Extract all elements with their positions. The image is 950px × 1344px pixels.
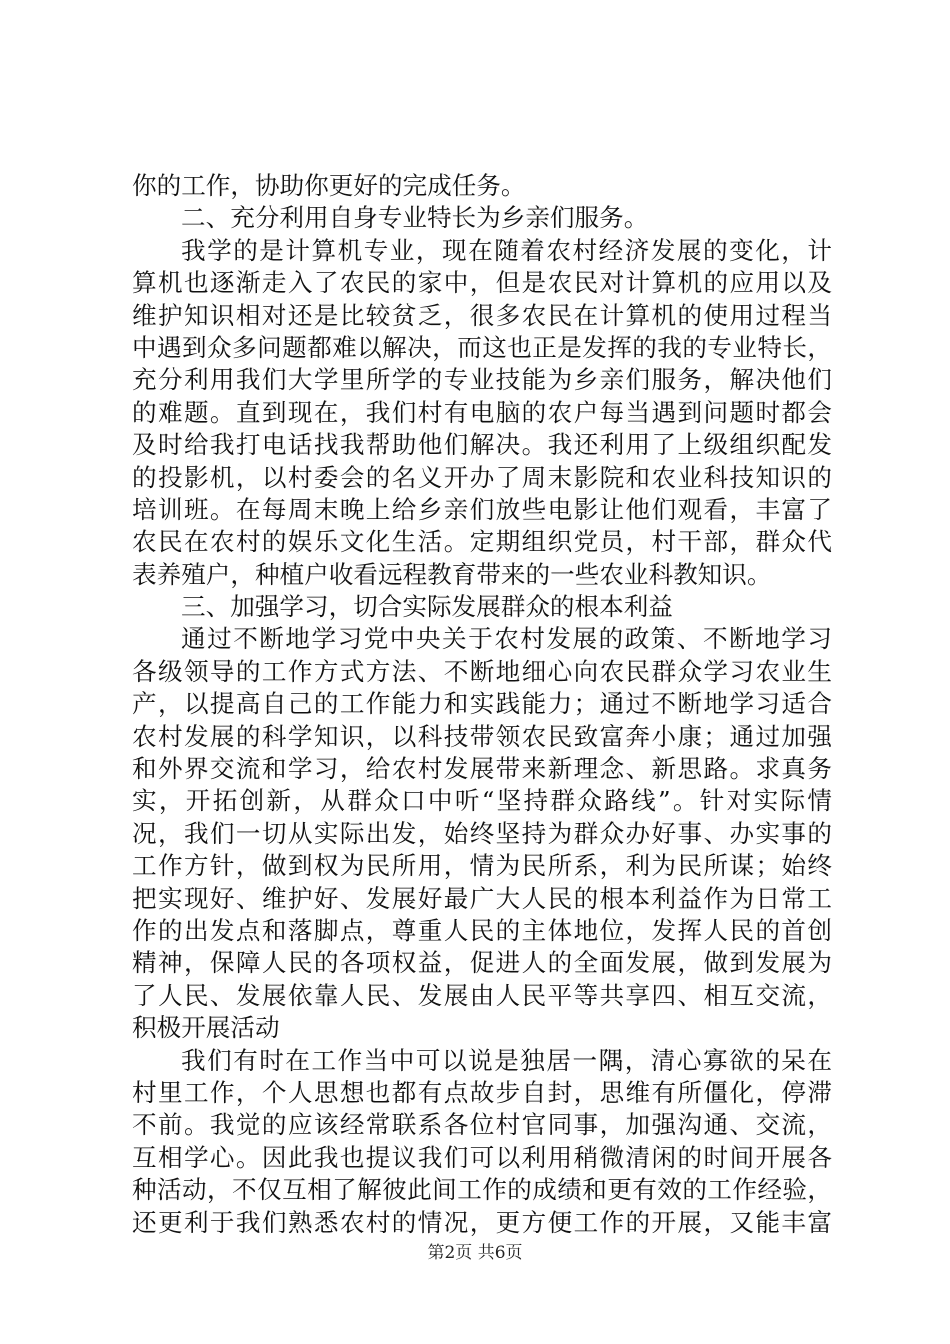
- text-line: 算机也逐渐走入了农民的家中，但是农民对计算机的应用以及: [132, 268, 832, 298]
- text-line: 作的出发点和落脚点，尊重人民的主体地位，发挥人民的首创: [132, 915, 832, 945]
- text-line: 表养殖户，种植户收看远程教育带来的一些农业科教知识。: [132, 559, 772, 589]
- document-body: [132, 170, 832, 1239]
- text-line: 的投影机，以村委会的名义开办了周末影院和农业科技知识的: [132, 462, 832, 492]
- text-line: 各级领导的工作方式方法、不断地细心向农民群众学习农业生: [132, 656, 832, 686]
- text-line: 通过不断地学习党中央关于农村发展的政策、不断地学习: [181, 624, 832, 654]
- text-line: 三、加强学习，切合实际发展群众的根本利益: [181, 592, 673, 622]
- text-line: 我学的是计算机专业，现在随着农村经济发展的变化，计: [181, 235, 832, 265]
- text-line: 积极开展活动: [132, 1013, 280, 1043]
- text-line: 二、充分利用自身专业特长为乡亲们服务。: [181, 203, 649, 233]
- text-line: 和外界交流和学习，给农村发展带来新理念、新思路。求真务: [132, 754, 832, 784]
- text-line: 产，以提高自己的工作能力和实践能力；通过不断地学习适合: [132, 689, 832, 719]
- text-line: 工作方针，做到权为民所用，情为民所系，利为民所谋；始终: [132, 851, 832, 881]
- text-line: 的难题。直到现在，我们村有电脑的农户每当遇到问题时都会: [132, 397, 832, 427]
- text-line: 种活动，不仅互相了解彼此间工作的成绩和更有效的工作经验，: [132, 1175, 832, 1205]
- text-line: 维护知识相对还是比较贫乏，很多农民在计算机的使用过程当: [132, 300, 832, 330]
- text-line: 互相学心。因此我也提议我们可以利用稍微清闲的时间开展各: [132, 1142, 832, 1172]
- text-line: 把实现好、维护好、发展好最广大人民的根本利益作为日常工: [132, 883, 832, 913]
- text-line: 不前。我觉的应该经常联系各位村官同事，加强沟通、交流，: [132, 1110, 832, 1140]
- text-line: 及时给我打电话找我帮助他们解决。我还利用了上级组织配发: [132, 430, 832, 460]
- text-line: 实，开拓创新，从群众口中听“坚持群众路线”。针对实际情: [132, 786, 832, 816]
- text-line: 村里工作，个人思想也都有点故步自封，思维有所僵化，停滞: [132, 1077, 832, 1107]
- text-line: 农民在农村的娱乐文化生活。定期组织党员，村干部，群众代: [132, 527, 832, 557]
- text-line: 了人民、发展依靠人民、发展由人民平等共享四、相互交流，: [132, 980, 832, 1010]
- text-line: 充分利用我们大学里所学的专业技能为乡亲们服务，解决他们: [132, 365, 832, 395]
- text-line: 我们有时在工作当中可以说是独居一隅，清心寡欲的呆在: [181, 1045, 832, 1075]
- text-line: 农村发展的科学知识，以科技带领农民致富奔小康；通过加强: [132, 721, 832, 751]
- text-line: 中遇到众多问题都难以解决，而这也正是发挥的我的专业特长，: [132, 332, 832, 362]
- text-line: 你的工作，协助你更好的完成任务。: [132, 171, 526, 200]
- text-line: 还更利于我们熟悉农村的情况，更方便工作的开展，又能丰富: [132, 1207, 832, 1237]
- text-line: 况，我们一切从实际出发，始终坚持为群众办好事、办实事的: [132, 818, 832, 848]
- text-line: 培训班。在每周末晚上给乡亲们放些电影让他们观看，丰富了: [132, 494, 832, 524]
- page-number-footer: 第2页 共6页: [427, 1243, 523, 1263]
- text-line: 精神，保障人民的各项权益，促进人的全面发展，做到发展为: [132, 948, 832, 978]
